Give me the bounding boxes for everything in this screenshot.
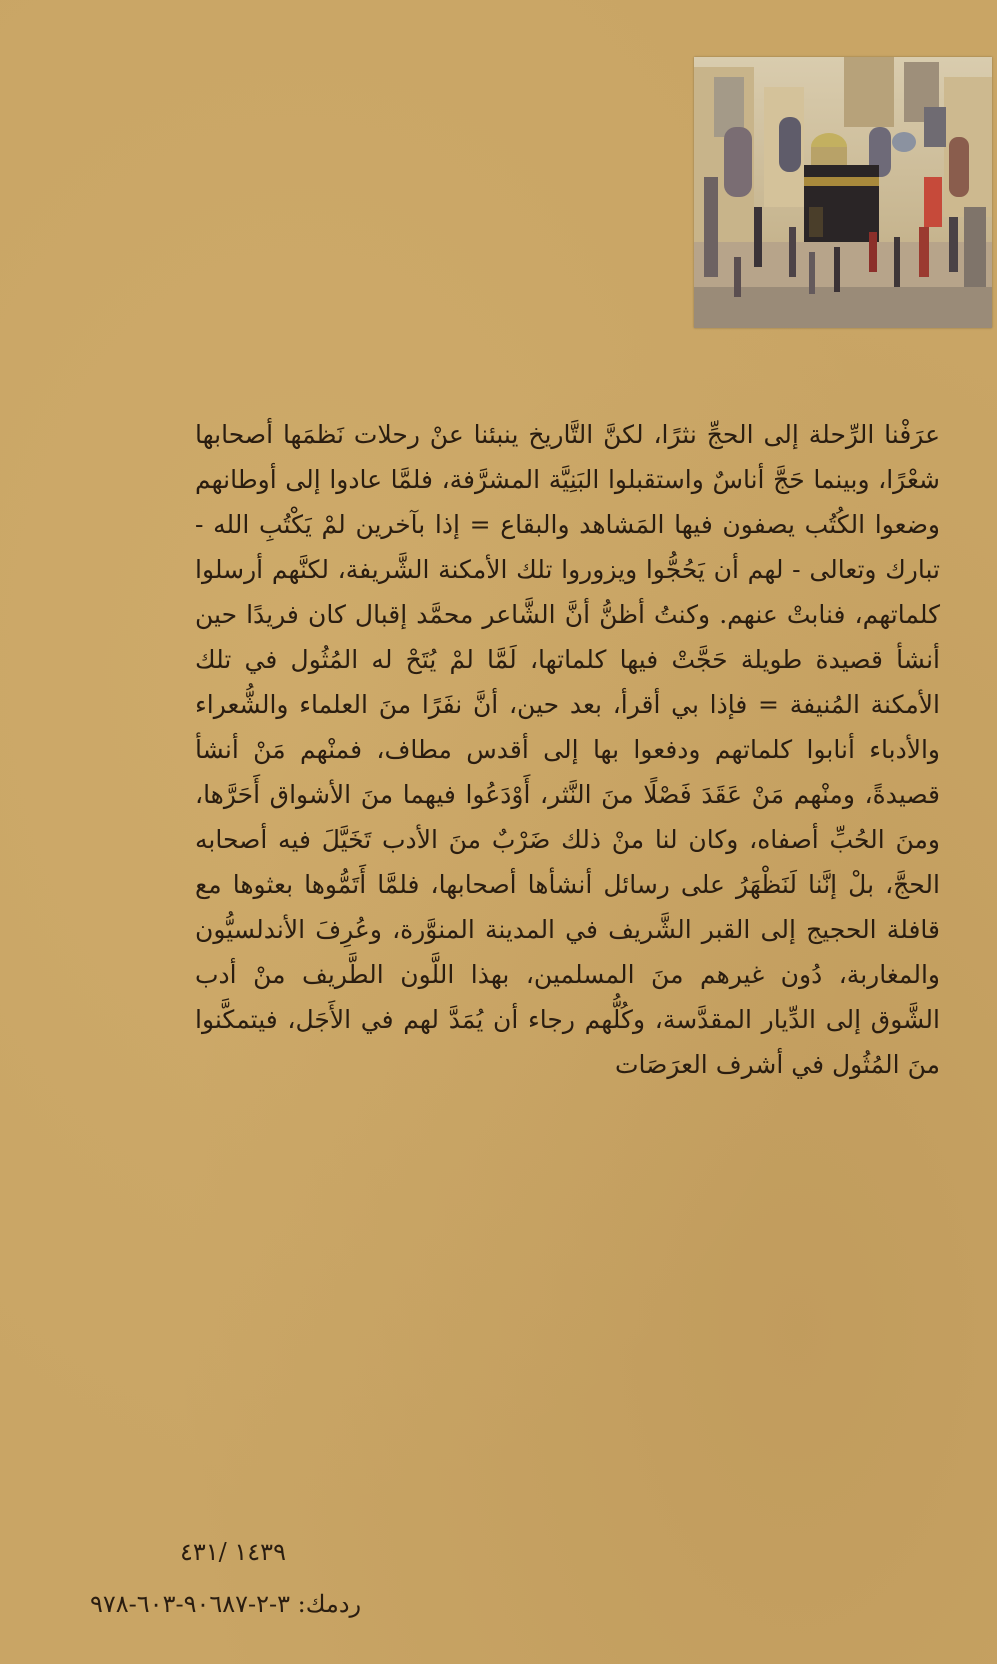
deposit-number: ١٤٣٩ /٤٣١ bbox=[180, 1538, 286, 1566]
kaaba-painting-image bbox=[694, 57, 992, 328]
isbn-number: ردمك: ٣-٢-٩٠٦٨٧-٦٠٣-٩٧٨ bbox=[90, 1590, 362, 1618]
blurb-text: عرَفْنا الرِّحلة إلى الحجِّ نثرًا، لكنَّ التَّاريخ ينبئنا عنْ رحلات نَظمَها أصحابها شعْرًا، وبينما حَجَّ أناسٌ واستقبلوا البَنِيَّة المشرَّفة، فلمَّا عادوا إلى أوطانهم وضعوا الكُتُب يصفون فيها المَشاهد والبقاع = إذا بآخرين لمْ يَكْتُبِ الله - تبارك وتعالى - لهم أن يَحُجُّوا ويزوروا تلك الأمكنة الشَّريفة، لكنَّهم أرسلوا كلماتهم، فنابتْ عنهم. وكنتُ أظنُّ أنَّ الشَّاعر محمَّد إقبال كان فريدًا حين أنشأ قصيدة طويلة حَجَّتْ فيها كلماتها، لَمَّا لمْ يُتَحْ له المُثُول في تلك الأمكنة المُنيفة = فإذا بي أقرأ، بعد حين، أنَّ نفَرًا منَ العلماء والشُّعراء والأدباء أنابوا كلماتهم ودفعوا بها إلى أقدس مطاف، فمنْهم مَنْ أنشأ قصيدةً، ومنْهم مَنْ عَقَدَ فَصْلًا منَ النَّثر، أَوْدَعُوا فيهما منَ الأشواق أَحَرَّها، ومنَ الحُبِّ أصفاه، وكان لنا منْ ذلك ضَرْبٌ منَ الأدب تَخَيَّلَ فيه أصحابه الحجَّ، بلْ إنَّنا لَنَظْهَرُ على رسائل أنشأها أصحابها، فلمَّا أَتَمُّوها بعثوها مع قافلة الحجيج إلى القبر الشَّريف في المدينة المنوَّرة، وعُرِفَ الأندلسيُّون والمغاربة، دُون غيرهم منَ المسلمين، بهذا اللَّون الطَّريف منْ أدب الشَّوق إلى الدِّيار المقدَّسة، وكُلُّهم رجاء أن يُمَدَّ لهم في الأَجَل، فيتمكَّنوا منَ المُثُول في أشرف العرَصَات bbox=[195, 420, 940, 1079]
painting-kaaba-icon bbox=[694, 57, 992, 328]
